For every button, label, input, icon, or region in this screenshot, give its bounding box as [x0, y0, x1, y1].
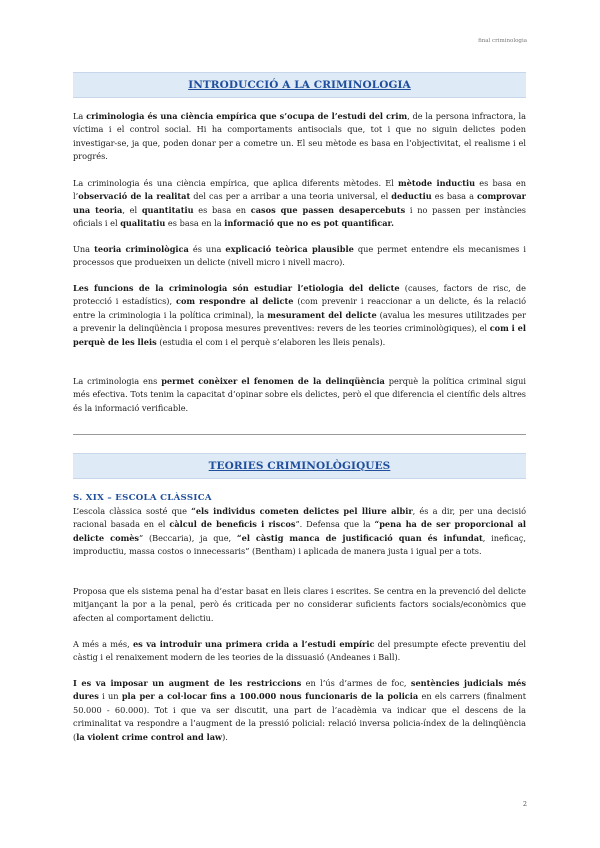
text-run: perquè la política criminal sigui més efectiva. Tots tenim la capacitat d’opinar sobre els delictes, però el que diferencia el científic dels altres és la informació verificable.	[73, 376, 526, 413]
text-run: i no passen per instàncies oficials i el	[73, 204, 526, 229]
section-title-box-intro	[73, 72, 526, 98]
theories-paragraph-3	[73, 638, 526, 665]
intro-paragraph-1	[73, 110, 526, 164]
page-number: 2	[522, 800, 527, 808]
bold-text-run: deductiu	[391, 191, 432, 202]
running-header: final criminologia	[478, 38, 527, 44]
theories-paragraph-4	[73, 677, 526, 744]
text-run: que permet entendre els mecanismes i processos que produeixen un delicte (nivell micro i nivell macro).	[73, 244, 526, 268]
subsection-heading-classical-school: S. XIX – ESCOLA CLÀSSICA	[73, 493, 212, 503]
text-run: del cas per a arribar a una teoria universal, el	[190, 191, 392, 202]
bold-text-run: I es va imposar un augment de les restriccions	[73, 678, 302, 688]
intro-paragraph-3	[73, 243, 526, 270]
horizontal-divider	[73, 434, 526, 435]
text-run: es basa en	[193, 204, 251, 215]
bold-text-run: teoria criminològica	[94, 244, 189, 254]
text-run: i un	[98, 691, 122, 702]
text-run: La criminologia ens	[73, 376, 162, 386]
bold-text-run: càlcul de beneficis i riscos	[169, 519, 296, 530]
bold-text-run: mètode inductiu	[398, 178, 476, 188]
bold-text-run: sentències judicials més dures	[73, 678, 526, 702]
bold-text-run: qualitatiu	[120, 218, 166, 229]
intro-paragraph-5	[73, 375, 526, 415]
theories-paragraph-2	[73, 585, 526, 625]
text-run: (estudia el com i el perquè s’elaboren les lleis penals).	[156, 336, 386, 347]
text-run: , el	[122, 204, 142, 215]
bold-text-run: casos que passen desapercebuts	[250, 204, 406, 215]
bold-text-run: pla per a col·locar fins a 100.000 nous funcionaris de la policia	[121, 691, 419, 702]
text-run: A més a més,	[73, 639, 133, 649]
bold-text-run: “el càstig manca de justificació quan és infundat	[236, 532, 483, 543]
bold-text-run: “els individus cometen delictes pel lliure albir	[191, 506, 413, 516]
bold-text-run: criminologia és una ciència empírica que s’ocupa de l’estudi del crim	[86, 111, 408, 121]
intro-paragraph-4	[73, 282, 526, 349]
bold-text-run: es va introduir una primera crida a l’estudi empíric	[132, 639, 375, 649]
bold-text-run: observació de la realitat	[78, 191, 191, 202]
intro-paragraph-2	[73, 177, 526, 231]
text-run: Una	[73, 244, 95, 254]
text-run: del presumpte efecte preventiu del càstig i el renaixement modern de les teories de la dissuasió (Andeanes i Ball).	[73, 639, 526, 663]
bold-text-run: permet conèixer el fenomen de la delinqüència	[161, 376, 385, 386]
text-run: L’escola clàssica sosté que	[73, 506, 192, 516]
text-run: és una	[188, 244, 226, 254]
text-run: (causes, factors de risc, de protecció i estadístics),	[73, 283, 526, 307]
text-run: ).	[222, 731, 228, 742]
text-run: es basa a	[431, 191, 477, 202]
bold-text-run: com i el perquè de les lleis	[73, 323, 526, 347]
bold-text-run: mesurament del delicte	[267, 309, 377, 320]
text-run: , de la persona infractora, la víctima i el control social. Hi ha comportaments antisocials que, tot i que no siguin delictes poden investigar-se, ja que, poden donar per a cometre un. El seu mètode es basa en l’objectivitat, el realisme i el progrés.	[73, 111, 526, 162]
section-title-box-theories	[73, 453, 526, 479]
bold-text-run: Les funcions de la criminologia són estudiar l’etiologia del delicte	[73, 283, 400, 293]
bold-text-run: com respondre al delicte	[175, 296, 294, 307]
text-run: La criminologia és una ciència empírica, que aplica diferents mètodes. El	[73, 178, 399, 188]
bold-text-run: comprovar una teoria	[73, 191, 526, 215]
text-run: en l’ús d’armes de foc,	[301, 678, 411, 688]
text-run: (com prevenir i reaccionar a un delicte, és la relació entre la criminologia i la política criminal), la	[73, 296, 526, 320]
text-run: (avalua les mesures utilitzades per a prevenir la delinqüència i proposa mesures preventives: revers de les teories criminològiques), el	[73, 309, 527, 334]
text-run: ”. Defensa que la	[295, 519, 375, 530]
text-run: , és a dir, per una decisió racional basada en el	[73, 506, 527, 530]
text-run: es basa en l’	[73, 178, 526, 202]
text-run: es basa en la	[165, 218, 225, 229]
bold-text-run: quantitatiu	[141, 204, 194, 215]
text-run: en els carrers (finalment 50.000 - 60.000). Tot i que va ser discutit, una part de l’acadèmia va indicar que el descens de la criminalitat va respondre a l’augment de la pressió policial: relació inversa policia-índex de la delinqüència (	[73, 691, 526, 742]
text-run: Proposa que els sistema penal ha d’estar basat en lleis clares i escrites. Se centra en la prevenció del delicte mitjançant la por a la penal, però és criticada per no considerar suficients factors socials/econòmics que afecten al comportament delictiu.	[73, 586, 526, 623]
bold-text-run: explicació teòrica plausible	[225, 244, 354, 254]
section-title-theories: TEORIES CRIMINOLÒGIQUES	[208, 460, 391, 472]
bold-text-run: informació que no es pot quantificar.	[224, 218, 394, 229]
bold-text-run: la violent crime control and law	[76, 731, 223, 742]
text-run: ” (Beccaria), ja que,	[139, 532, 237, 543]
theories-paragraph-1	[73, 505, 526, 559]
bold-text-run: “pena ha de ser proporcional al delicte comès	[73, 519, 526, 543]
text-run: La	[73, 111, 87, 121]
section-title-intro: INTRODUCCIÓ A LA CRIMINOLOGIA	[188, 79, 411, 91]
text-run: , ineficaç, improductiu, massa costos o innecessaris” (Bentham) i aplicada de manera justa i igual per a tots.	[73, 532, 526, 557]
